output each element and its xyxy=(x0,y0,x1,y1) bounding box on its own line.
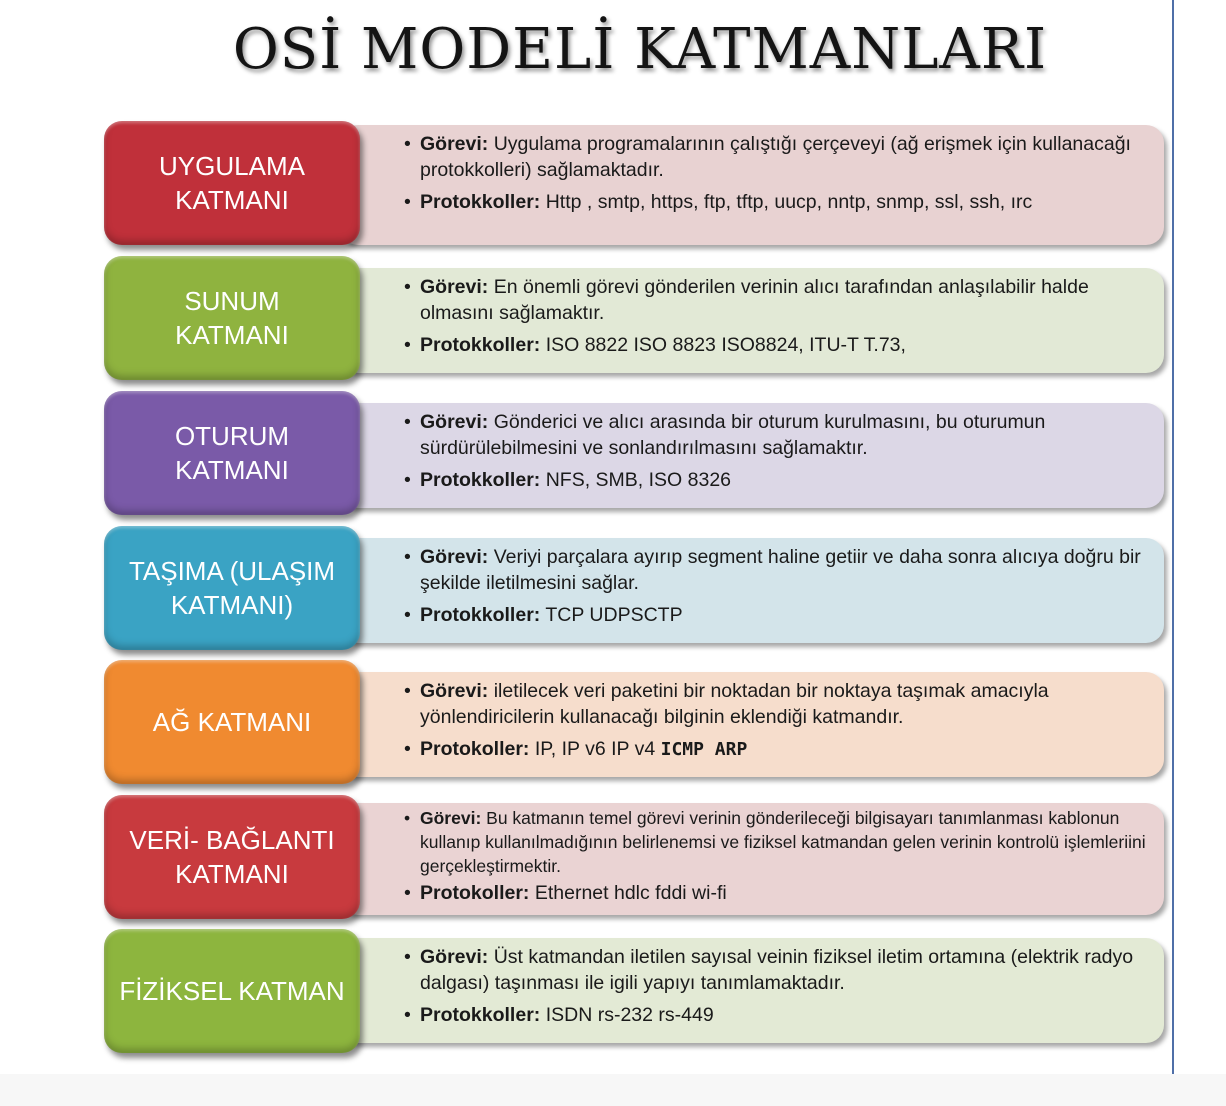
gorevi-label: Görevi: xyxy=(420,133,489,155)
osi-layer-uygulama xyxy=(0,121,1226,247)
layer-name-box: UYGULAMA KATMANI xyxy=(104,121,360,245)
protokoller-line: • Protokkoller: ISDN rs-232 rs-449 xyxy=(404,1004,714,1026)
protokoller-label: Protokoller: xyxy=(420,738,530,760)
gorevi-text: En önemli görevi gönderilen verinin alıcı tarafından anlaşılabilir halde olmasını sağlamaktır. xyxy=(420,276,1089,324)
gorevi-text: Veriyi parçalara ayırıp segment haline getiir ve daha sonra alıcıya doğru bir şekilde iletilmesini sağlar. xyxy=(420,546,1141,594)
gorevi-label: Görevi: xyxy=(420,276,489,298)
gorevi-text: Uygulama programalarının çalıştığı çerçeveyi (ağ erişmek için kullanacağı protokkolleri) sağlamaktadır. xyxy=(420,133,1131,181)
gorevi-line: • Görevi: iletilecek veri paketini bir noktadan bir noktaya taşımak amacıyla yönlendiricilerin kullanacağı bilginin eklendiği katmandır. xyxy=(404,680,1049,728)
layer-description-panel xyxy=(340,538,1164,643)
layer-description-panel xyxy=(340,672,1164,777)
gorevi-text: iletilecek veri paketini bir noktadan bir noktaya taşımak amacıyla yönlendiricilerin kullanacağı bilginin eklendiği katmandır. xyxy=(420,680,1049,728)
layer-name-box: VERİ- BAĞLANTI KATMANI xyxy=(104,795,360,919)
protokoller-line: • Protokkoller: NFS, SMB, ISO 8326 xyxy=(404,469,732,491)
gorevi-line: • Görevi: Üst katmandan iletilen sayısal veinin fiziksel iletim ortamına (elektrik radyo dalgası) taşınması ile igili yapıyı tanımlamaktadır. xyxy=(404,946,1134,994)
osi-layer-veri-baglanti xyxy=(0,795,1226,921)
gorevi-line: • Görevi: Bu katmanın temel görevi verinin gönderileceği bilgisayarı tanımlanması kablonun kullanıp kullanılmadığının belirlenemsi ve fiziksel katmandan gelen verinin kontrolü işlemleriini gerçekleştirmektir. xyxy=(404,808,1146,876)
gorevi-text: Gönderici ve alıcı arasında bir oturum kurulmasını, bu oturumun sürdürülebilmesini ve sonlandırılmasını sağlamaktır. xyxy=(420,411,1046,459)
layer-description-panel xyxy=(340,938,1164,1043)
gorevi-text: Üst katmandan iletilen sayısal veinin fiziksel iletim ortamına (elektrik radyo dalgası) taşınması ile igili yapıyı tanımlamaktadır. xyxy=(420,946,1134,994)
layer-name-box: TAŞIMA (ULAŞIM KATMANI) xyxy=(104,526,360,650)
gorevi-text: Bu katmanın temel görevi verinin gönderileceği bilgisayarı tanımlanması kablonun kullanıp kullanılmadığının belirlenemsi ve fiziksel katmandan gelen verinin kontrolü işlemleriini gerçekleştirmektir. xyxy=(420,808,1146,876)
page-title: OSİ MODELİ KATMANLARI xyxy=(232,17,1048,82)
protokoller-line: • Protokoller: IP, IP v6 IP v4 ICMP ARP xyxy=(404,738,748,760)
protokoller-text: TCP UDPSCTP xyxy=(540,604,683,626)
protokoller-label: Protokkoller: xyxy=(420,1004,541,1026)
gorevi-label: Görevi: xyxy=(420,411,489,433)
protokoller-label: Protokkoller: xyxy=(420,469,541,491)
gorevi-line: • Görevi: Uygulama programalarının çalıştığı çerçeveyi (ağ erişmek için kullanacağı protokkolleri) sağlamaktadır. xyxy=(404,133,1131,181)
protokoller-text: ISO 8822 ISO 8823 ISO8824, ITU-T T.73, xyxy=(540,334,906,356)
layer-name-box: AĞ KATMANI xyxy=(104,660,360,784)
protokoller-text: NFS, SMB, ISO 8326 xyxy=(540,469,732,491)
protokoller-label: Protokoller: xyxy=(420,882,530,904)
layer-name-box: OTURUM KATMANI xyxy=(104,391,360,515)
protokoller-label: Protokkoller: xyxy=(420,191,541,213)
gorevi-label: Görevi: xyxy=(420,546,489,568)
osi-layer-fiziksel xyxy=(0,929,1226,1055)
gorevi-label: Görevi: xyxy=(420,808,482,828)
gorevi-line: • Görevi: Gönderici ve alıcı arasında bir oturum kurulmasını, bu oturumun sürdürülebilmesini ve sonlandırılmasını sağlamaktır. xyxy=(404,411,1046,459)
gorevi-line: • Görevi: Veriyi parçalara ayırıp segment haline getiir ve daha sonra alıcıya doğru bir şekilde iletilmesini sağlar. xyxy=(404,546,1141,594)
protokoller-line: • Protokkoller: TCP UDPSCTP xyxy=(404,604,683,626)
protokoller-label: Protokkoller: xyxy=(420,604,541,626)
osi-layer-ag xyxy=(0,660,1226,786)
protokoller-line: • Protokkoller: ISO 8822 ISO 8823 ISO8824, ITU-T T.73, xyxy=(404,334,906,356)
layer-description-panel xyxy=(340,268,1164,373)
layer-description-panel xyxy=(340,803,1164,915)
protokoller-text: IP, IP v6 IP v4 xyxy=(529,738,661,760)
gorevi-label: Görevi: xyxy=(420,946,489,968)
gorevi-line: • Görevi: En önemli görevi gönderilen verinin alıcı tarafından anlaşılabilir halde olmasını sağlamaktır. xyxy=(404,276,1089,324)
page-bottom-margin xyxy=(0,1074,1226,1106)
osi-layer-sunum xyxy=(0,256,1226,382)
layer-description-panel xyxy=(340,125,1164,245)
protokoller-label: Protokkoller: xyxy=(420,334,541,356)
osi-layer-tasima xyxy=(0,526,1226,652)
osi-layer-oturum xyxy=(0,391,1226,517)
gorevi-label: Görevi: xyxy=(420,680,489,702)
protokoller-text: Ethernet hdlc fddi wi-fi xyxy=(529,882,727,904)
protokoller-extra: ICMP ARP xyxy=(660,739,748,760)
layer-name-box: SUNUM KATMANI xyxy=(104,256,360,380)
protokoller-line: • Protokkoller: Http , smtp, https, ftp, tftp, uucp, nntp, snmp, ssl, ssh, ırc xyxy=(404,191,1033,213)
layer-description-panel xyxy=(340,403,1164,508)
protokoller-line: • Protokoller: Ethernet hdlc fddi wi-fi xyxy=(404,882,727,904)
protokoller-text: Http , smtp, https, ftp, tftp, uucp, nntp, snmp, ssl, ssh, ırc xyxy=(540,191,1033,213)
layer-name-box: FİZİKSEL KATMAN xyxy=(104,929,360,1053)
protokoller-text: ISDN rs-232 rs-449 xyxy=(540,1004,714,1026)
